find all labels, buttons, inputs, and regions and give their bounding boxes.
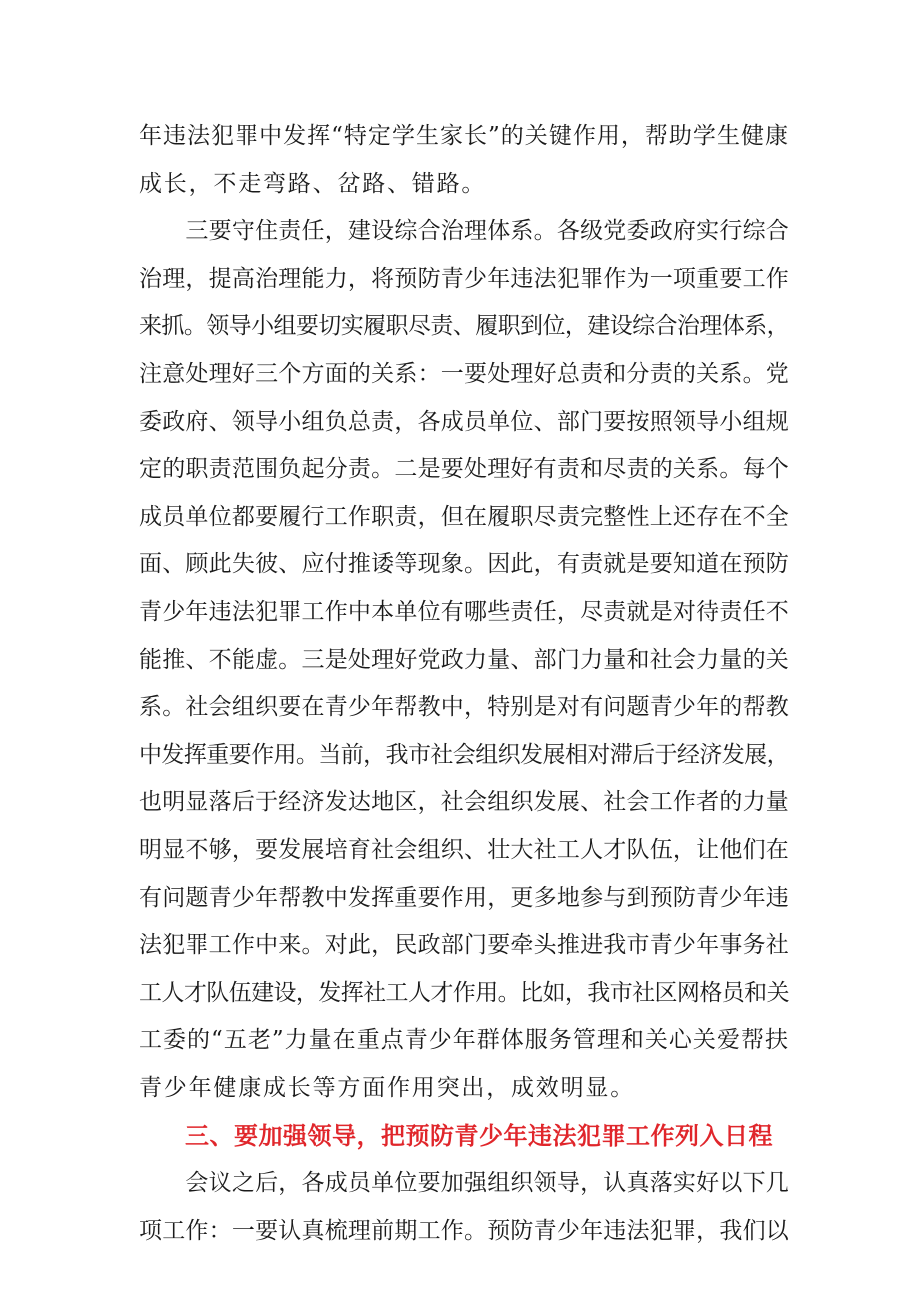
text-line: 注意处理好三个方面的关系：一要处理好总责和分责的关系。党 [139,360,789,387]
text-line: 有问题青少年帮教中发挥重要作用，更多地参与到预防青少年违 [139,884,789,911]
text-line: 会议之后，各成员单位要加强组织领导，认真落实好以下几 [139,1170,789,1197]
text-line: 青少年违法犯罪工作中本单位有哪些责任，尽责就是对待责任不 [139,598,789,625]
text-line: 系。社会组织要在青少年帮教中，特别是对有问题青少年的帮教 [139,694,789,721]
text-line: 委政府、领导小组负总责，各成员单位、部门要按照领导小组规 [139,408,789,435]
text-line: 明显不够，要发展培育社会组织、壮大社工人才队伍，让他们在 [139,836,789,863]
section-heading: 三、要加强领导，把预防青少年违法犯罪工作列入日程 [185,1122,773,1151]
text-line: 年违法犯罪中发挥“特定学生家长”的关键作用，帮助学生健康 [139,123,789,149]
text-line: 成员单位都要履行工作职责，但在履职尽责完整性上还存在不全 [139,503,789,530]
text-line: 法犯罪工作中来。对此，民政部门要牵头推进我市青少年事务社 [139,932,789,959]
text-line: 也明显落后于经济发达地区，社会组织发展、社会工作者的力量 [139,789,789,816]
document-page [139,113,789,1256]
text-line: 治理，提高治理能力，将预防青少年违法犯罪作为一项重要工作 [139,265,789,292]
text-line: 工委的“五老”力量在重点青少年群体服务管理和关心关爱帮扶 [139,1027,789,1054]
text-line: 三要守住责任，建设综合治理体系。各级党委政府实行综合 [139,218,789,245]
text-line: 工人才队伍建设，发挥社工人才作用。比如，我市社区网格员和关 [139,979,789,1006]
text-line: 定的职责范围负起分责。二是要处理好有责和尽责的关系。每个 [139,456,789,483]
paragraph-1 [139,113,789,208]
text-line: 中发挥重要作用。当前，我市社会组织发展相对滞后于经济发展， [139,741,789,768]
text-line: 来抓。领导小组要切实履职尽责、履职到位，建设综合治理体系， [139,313,789,340]
text-line: 能推、不能虚。三是处理好党政力量、部门力量和社会力量的关 [139,646,789,673]
text-line: 项工作：一要认真梳理前期工作。预防青少年违法犯罪，我们以 [139,1218,789,1245]
text-line: 青少年健康成长等方面作用突出，成效明显。 [139,1074,635,1101]
text-line: 面、顾此失彼、应付推诿等现象。因此，有责就是要知道在预防 [139,551,789,578]
paragraph-3 [139,1160,789,1255]
paragraph-2 [139,208,789,1112]
text-line: 成长，不走弯路、岔路、错路。 [139,170,487,197]
